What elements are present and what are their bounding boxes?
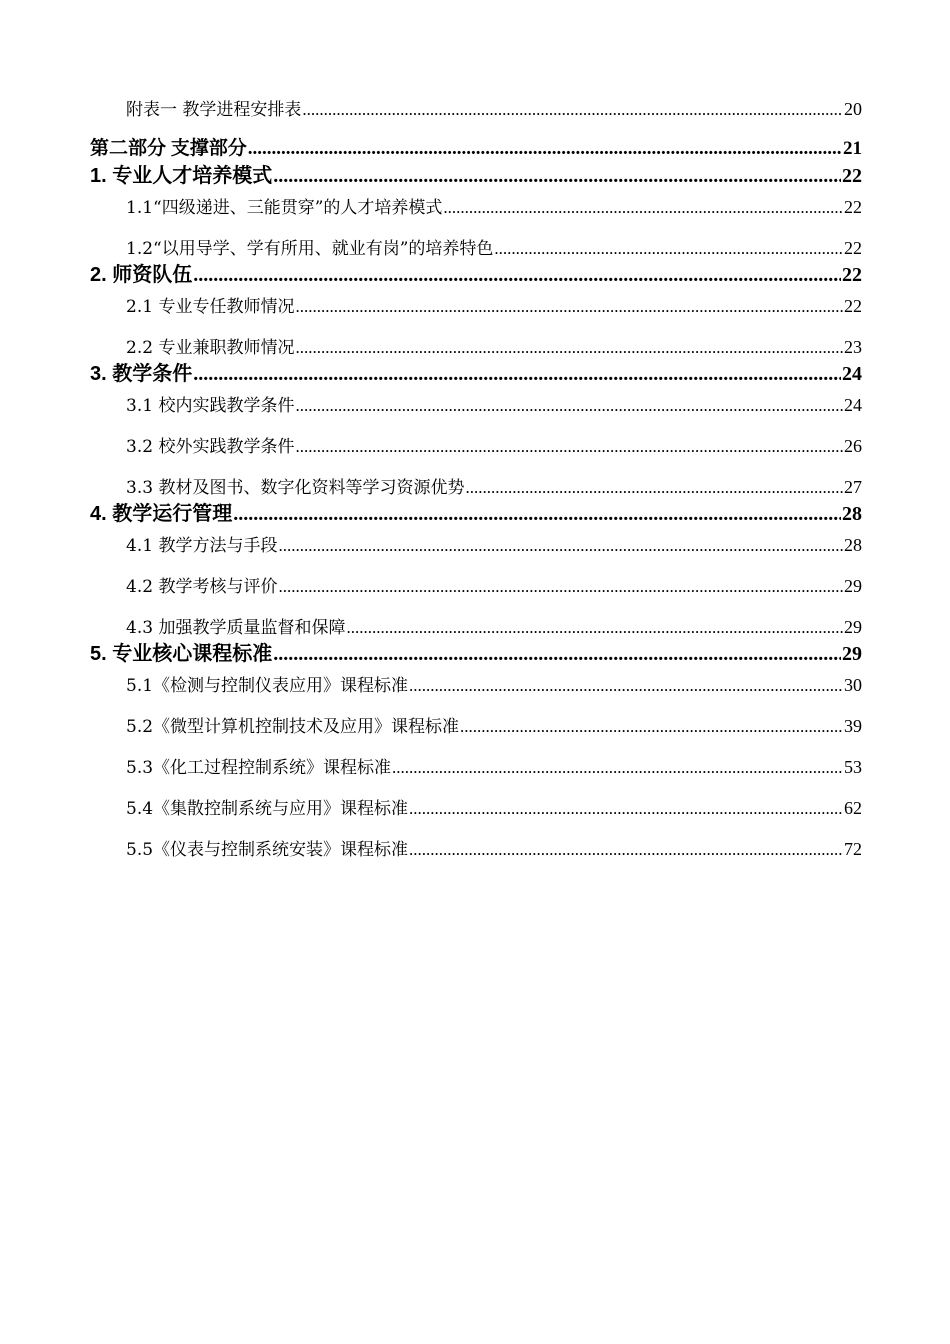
- toc-subsection-5-5[interactable]: [90, 819, 862, 860]
- toc-subsection-3-1[interactable]: [90, 386, 862, 416]
- toc-subsection-1-1[interactable]: [90, 188, 862, 218]
- dot-leader: [409, 840, 843, 860]
- dot-leader: [460, 717, 843, 737]
- table-of-contents: [90, 86, 862, 860]
- toc-section-title: 1. 专业人才培养模式: [90, 165, 273, 187]
- toc-subsection-title: 3.1 校内实践教学条件: [126, 396, 295, 416]
- toc-subsection-5-2[interactable]: [90, 696, 862, 737]
- toc-subsection-title: 4.2 教学考核与评价: [126, 577, 278, 597]
- toc-entry-title: 附表一 教学进程安排表: [126, 100, 302, 120]
- dot-leader: [248, 138, 842, 160]
- toc-subsection-2-1[interactable]: [90, 287, 862, 317]
- dot-leader: [465, 478, 843, 498]
- toc-subsection-3-2[interactable]: [90, 416, 862, 457]
- dot-leader: [409, 676, 843, 696]
- toc-subsection-page: 22: [844, 296, 862, 316]
- toc-section-4[interactable]: [90, 498, 862, 526]
- toc-entry-title: 第二部分 支撑部分: [90, 138, 247, 159]
- toc-subsection-page: 22: [844, 238, 862, 258]
- toc-subsection-title: 4.3 加强教学质量监督和保障: [126, 618, 346, 638]
- toc-subsection-title: 4.1 教学方法与手段: [126, 536, 278, 556]
- toc-subsection-title: 1.1“四级递进、三能贯穿”的人才培养模式: [126, 198, 443, 218]
- toc-section-page: 22: [842, 264, 862, 286]
- toc-subsection-page: 53: [844, 757, 862, 777]
- dot-leader: [494, 239, 843, 259]
- toc-entry-appendix[interactable]: [90, 86, 862, 120]
- toc-subsection-4-2[interactable]: [90, 556, 862, 597]
- dot-leader: [278, 536, 843, 556]
- toc-subsection-3-3[interactable]: [90, 457, 862, 498]
- toc-subsection-5-1[interactable]: [90, 666, 862, 696]
- dot-leader: [273, 643, 841, 666]
- dot-leader: [409, 799, 843, 819]
- toc-subsection-page: 72: [844, 839, 862, 859]
- toc-subsection-page: 28: [844, 535, 862, 555]
- toc-section-page: 29: [842, 643, 862, 665]
- toc-subsection-title: 2.1 专业专任教师情况: [126, 297, 295, 317]
- toc-subsection-title: 2.2 专业兼职教师情况: [126, 338, 295, 358]
- toc-subsection-title: 5.2《微型计算机控制技术及应用》课程标准: [126, 717, 460, 737]
- toc-section-page: 28: [842, 503, 862, 525]
- toc-subsection-5-4[interactable]: [90, 778, 862, 819]
- dot-leader: [443, 198, 843, 218]
- toc-subsection-page: 29: [844, 617, 862, 637]
- dot-leader: [278, 577, 843, 597]
- toc-subsection-page: 27: [844, 477, 862, 497]
- toc-entry-page: 21: [843, 138, 862, 159]
- dot-leader: [302, 100, 843, 120]
- dot-leader: [273, 165, 841, 188]
- toc-section-title: 2. 师资队伍: [90, 264, 193, 286]
- toc-subsection-page: 62: [844, 798, 862, 818]
- toc-subsection-title: 1.2“以用导学、学有所用、就业有岗”的培养特色: [126, 239, 494, 259]
- dot-leader: [193, 264, 841, 287]
- toc-subsection-title: 5.5《仪表与控制系统安装》课程标准: [126, 840, 409, 860]
- toc-subsection-5-3[interactable]: [90, 737, 862, 778]
- toc-subsection-page: 39: [844, 716, 862, 736]
- toc-entry-page: 20: [844, 99, 862, 119]
- dot-leader: [295, 338, 843, 358]
- toc-subsection-page: 30: [844, 675, 862, 695]
- toc-subsection-title: 5.3《化工过程控制系统》课程标准: [126, 758, 392, 778]
- toc-section-2[interactable]: [90, 259, 862, 287]
- toc-section-title: 5. 专业核心课程标准: [90, 643, 273, 665]
- toc-subsection-2-2[interactable]: [90, 317, 862, 358]
- toc-subsection-title: 3.2 校外实践教学条件: [126, 437, 295, 457]
- toc-section-page: 24: [842, 363, 862, 385]
- toc-entry-part2[interactable]: [90, 126, 862, 160]
- dot-leader: [346, 618, 843, 638]
- toc-subsection-1-2[interactable]: [90, 218, 862, 259]
- toc-subsection-page: 29: [844, 576, 862, 596]
- dot-leader: [193, 363, 841, 386]
- toc-subsection-4-3[interactable]: [90, 597, 862, 638]
- toc-section-title: 3. 教学条件: [90, 363, 193, 385]
- toc-section-page: 22: [842, 165, 862, 187]
- dot-leader: [295, 297, 843, 317]
- toc-subsection-page: 22: [844, 197, 862, 217]
- toc-subsection-page: 26: [844, 436, 862, 456]
- toc-section-3[interactable]: [90, 358, 862, 386]
- toc-subsection-page: 23: [844, 337, 862, 357]
- toc-section-5[interactable]: [90, 638, 862, 666]
- dot-leader: [233, 503, 841, 526]
- dot-leader: [392, 758, 843, 778]
- dot-leader: [295, 437, 843, 457]
- toc-section-1[interactable]: [90, 160, 862, 188]
- toc-subsection-title: 5.1《检测与控制仪表应用》课程标准: [126, 676, 409, 696]
- toc-section-title: 4. 教学运行管理: [90, 503, 233, 525]
- dot-leader: [295, 396, 843, 416]
- toc-subsection-4-1[interactable]: [90, 526, 862, 556]
- toc-subsection-title: 5.4《集散控制系统与应用》课程标准: [126, 799, 409, 819]
- toc-subsection-page: 24: [844, 395, 862, 415]
- toc-subsection-title: 3.3 教材及图书、数字化资料等学习资源优势: [126, 478, 465, 498]
